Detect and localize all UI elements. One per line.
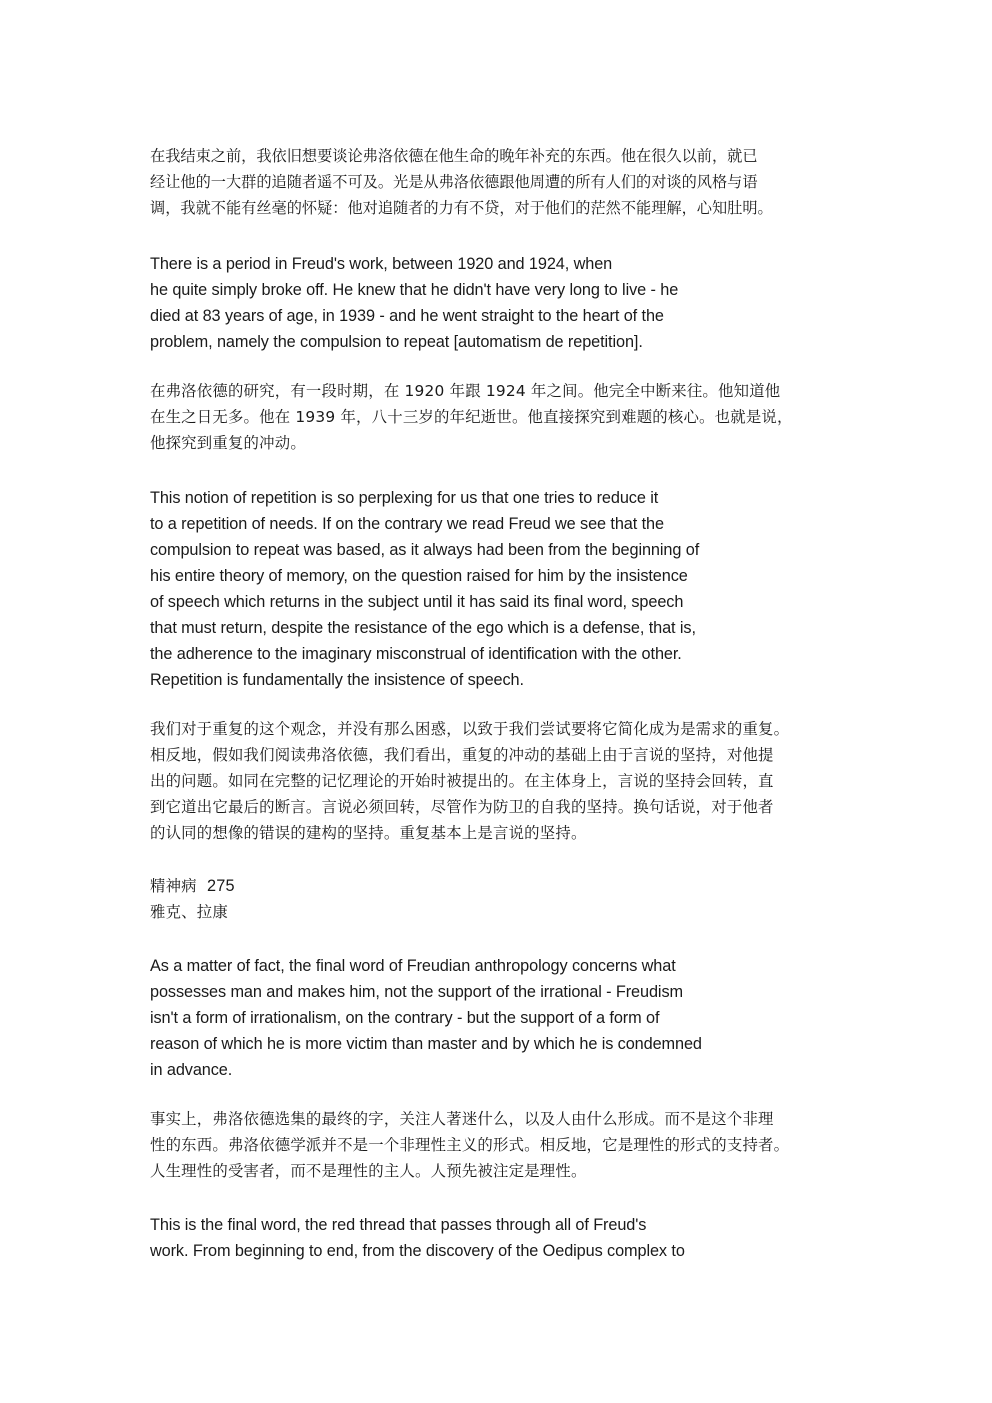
text-line: his entire theory of memory, on the question raised for him by the insistence xyxy=(150,567,688,585)
text-line: possesses man and makes him, not the support of the irrational - Freudism xyxy=(150,983,683,1001)
text-line: 出的问题。如同在完整的记忆理论的开始时被提出的。在主体身上，言说的坚持会回转，直 xyxy=(150,772,774,790)
paragraph-chinese-1 xyxy=(150,143,773,221)
text-line: 调，我就不能有丝毫的怀疑：他对追随者的力有不贷，对于他们的茫然不能理解，心知肚明。 xyxy=(150,199,773,217)
text-line: 性的东西。弗洛依德学派并不是一个非理性主义的形式。相反地，它是理性的形式的支持者。 xyxy=(150,1136,790,1154)
text-line: in advance. xyxy=(150,1061,233,1079)
paragraph-english-3 xyxy=(150,953,702,1083)
page-number: 275 xyxy=(206,877,235,895)
text-line: he quite simply broke off. He knew that he didn't have very long to live - he xyxy=(150,281,679,299)
text-line: to a repetition of needs. If on the contrary we read Freud we see that the xyxy=(150,515,664,533)
text-line: reason of which he is more victim than master and by which he is condemned xyxy=(150,1035,702,1053)
text-line: 到它道出它最后的断言。言说必须回转，尽管作为防卫的自我的坚持。换句话说，对于他者 xyxy=(150,798,774,816)
page-footer xyxy=(150,873,235,925)
paragraph-english-1 xyxy=(150,251,678,355)
text-line: This is the final word, the red thread that passes through all of Freud's xyxy=(150,1216,647,1234)
text-line: that must return, despite the resistance of the ego which is a defense, that is, xyxy=(150,619,696,637)
text-line: There is a period in Freud's work, between 1920 and 1924, when xyxy=(150,255,613,273)
text-line: of speech which returns in the subject until it has said its final word, speech xyxy=(150,593,684,611)
text-line: the adherence to the imaginary misconstrual of identification with the other. xyxy=(150,645,682,663)
text-line: 事实上，弗洛依德选集的最终的字，关注人著迷什么，以及人由什么形成。而不是这个非理 xyxy=(150,1110,774,1128)
text-line: problem, namely the compulsion to repeat [automatism de repetition]. xyxy=(150,333,643,351)
paragraph-chinese-2 xyxy=(150,378,793,456)
paragraph-chinese-4 xyxy=(150,1106,789,1184)
paragraph-chinese-3 xyxy=(150,716,789,846)
footer-line xyxy=(150,873,235,899)
text-line: 在弗洛依德的研究，有一段时期，在 1920 年跟 1924 年之间。他完全中断来往。他知道他 xyxy=(150,382,781,400)
text-line: 我们对于重复的这个观念，并没有那么困惑，以致于我们尝试要将它简化成为是需求的重复。 xyxy=(150,720,790,738)
text-line: This notion of repetition is so perplexing for us that one tries to reduce it xyxy=(150,489,659,507)
author-name: 雅克、拉康 xyxy=(150,903,228,921)
paragraph-english-2 xyxy=(150,485,699,693)
text-line: 相反地，假如我们阅读弗洛依德，我们看出，重复的冲动的基础上由于言说的坚持，对他提 xyxy=(150,746,774,764)
text-line: 在我结束之前，我依旧想要谈论弗洛依德在他生命的晚年补充的东西。他在很久以前，就已 xyxy=(150,147,758,165)
text-line: 他探究到重复的冲动。 xyxy=(150,434,306,452)
text-line: 在生之日无多。他在 1939 年，八十三岁的年纪逝世。他直接探究到难题的核心。也就是说， xyxy=(150,408,793,426)
text-line: isn't a form of irrationalism, on the contrary - but the support of a form of xyxy=(150,1009,660,1027)
text-line: 的认同的想像的错误的建构的坚持。重复基本上是言说的坚持。 xyxy=(150,824,587,842)
text-line: Repetition is fundamentally the insistence of speech. xyxy=(150,671,524,689)
paragraph-english-4 xyxy=(150,1212,685,1264)
text-line: died at 83 years of age, in 1939 - and he went straight to the heart of the xyxy=(150,307,664,325)
text-line: As a matter of fact, the final word of Freudian anthropology concerns what xyxy=(150,957,676,975)
text-line: 经让他的一大群的追随者遥不可及。光是从弗洛依德跟他周遭的所有人们的对谈的风格与语 xyxy=(150,173,758,191)
book-title: 精神病 xyxy=(150,877,197,895)
text-line: 人生理性的受害者，而不是理性的主人。人预先被注定是理性。 xyxy=(150,1162,587,1180)
text-line: compulsion to repeat was based, as it always had been from the beginning of xyxy=(150,541,700,559)
text-line: work. From beginning to end, from the discovery of the Oedipus complex to xyxy=(150,1242,685,1260)
